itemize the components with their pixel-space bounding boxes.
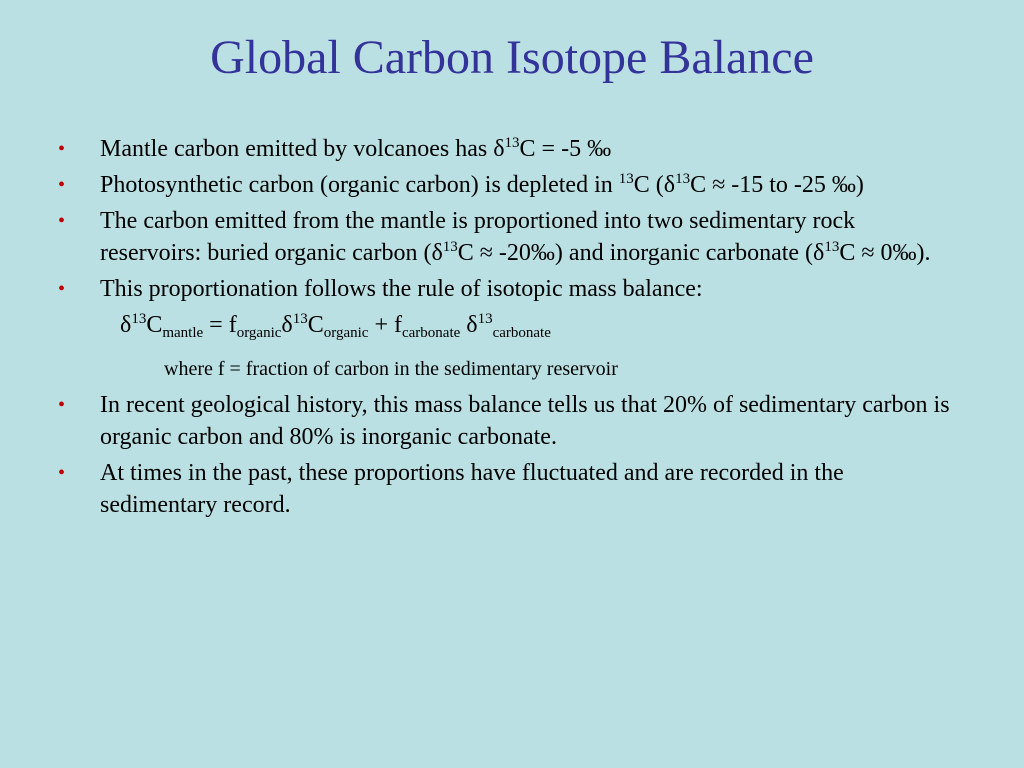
text: Mantle carbon emitted by volcanoes has (100, 136, 494, 162)
delta-symbol: δ (493, 136, 505, 162)
subscript: mantle (162, 325, 204, 341)
bullet-icon: • (58, 278, 66, 300)
subscript: carbonate (401, 325, 461, 341)
superscript: 13 (131, 311, 147, 327)
subscript: carbonate (492, 325, 551, 341)
superscript: 13 (442, 239, 458, 255)
text: In recent geological history, this mass balance tells us that 20% of sedimentary carbon is organic carbon and 80% is inorganic carbonate. (100, 392, 950, 450)
text: C = -5 ‰ (519, 136, 612, 162)
bullet-item-photosynthetic-carbon (58, 169, 958, 201)
text: This proportionation follows the rule of isotopic mass balance: (100, 276, 703, 302)
text: + f (368, 312, 402, 338)
text: C (307, 312, 324, 338)
text: C ( (633, 172, 664, 198)
text: At times in the past, these proportions have fluctuated and are recorded in the sedimentary record. (100, 460, 844, 518)
superscript: 13 (675, 171, 691, 187)
bullet-icon: • (58, 210, 66, 232)
superscript: 13 (824, 239, 840, 255)
text: C ≈ -15 to -25 ‰) (690, 172, 864, 198)
text: C ≈ -20‰) and inorganic carbonate ( (457, 240, 814, 266)
text: = f (203, 312, 237, 338)
delta-symbol: δ (460, 312, 478, 338)
delta-symbol: δ (120, 312, 132, 338)
mass-balance-equation (58, 309, 958, 341)
bullet-item-mantle-carbon (58, 133, 958, 165)
slide-title: Global Carbon Isotope Balance (210, 31, 814, 84)
delta-symbol: δ (663, 172, 676, 198)
bullet-icon: • (58, 138, 66, 160)
bullet-item-past-fluctuations (58, 457, 958, 521)
delta-symbol: δ (281, 312, 293, 338)
superscript: 13 (292, 311, 308, 327)
bullet-icon: • (58, 462, 66, 484)
bullet-item-recent-history (58, 389, 958, 453)
bullet-icon: • (58, 394, 66, 416)
bullet-item-reservoirs (58, 205, 958, 269)
text: C (146, 312, 163, 338)
text: C ≈ 0‰). (839, 240, 931, 266)
text: The carbon emitted from the mantle is proportioned into two sedimentary rock reservoirs: buried organic carbon ( (100, 208, 856, 266)
superscript: 13 (504, 135, 520, 151)
delta-symbol: δ (813, 240, 825, 266)
bullet-item-mass-balance (58, 273, 958, 305)
superscript: 13 (618, 171, 634, 187)
bullet-icon: • (58, 174, 66, 196)
subscript: organic (236, 325, 282, 341)
subscript: organic (323, 325, 369, 341)
equation-note: where f = fraction of carbon in the sedimentary reservoir (164, 358, 618, 380)
bullet-list (58, 133, 958, 525)
delta-symbol: δ (431, 240, 443, 266)
superscript: 13 (477, 311, 493, 327)
text: Photosynthetic carbon (organic carbon) is depleted in (100, 172, 619, 198)
